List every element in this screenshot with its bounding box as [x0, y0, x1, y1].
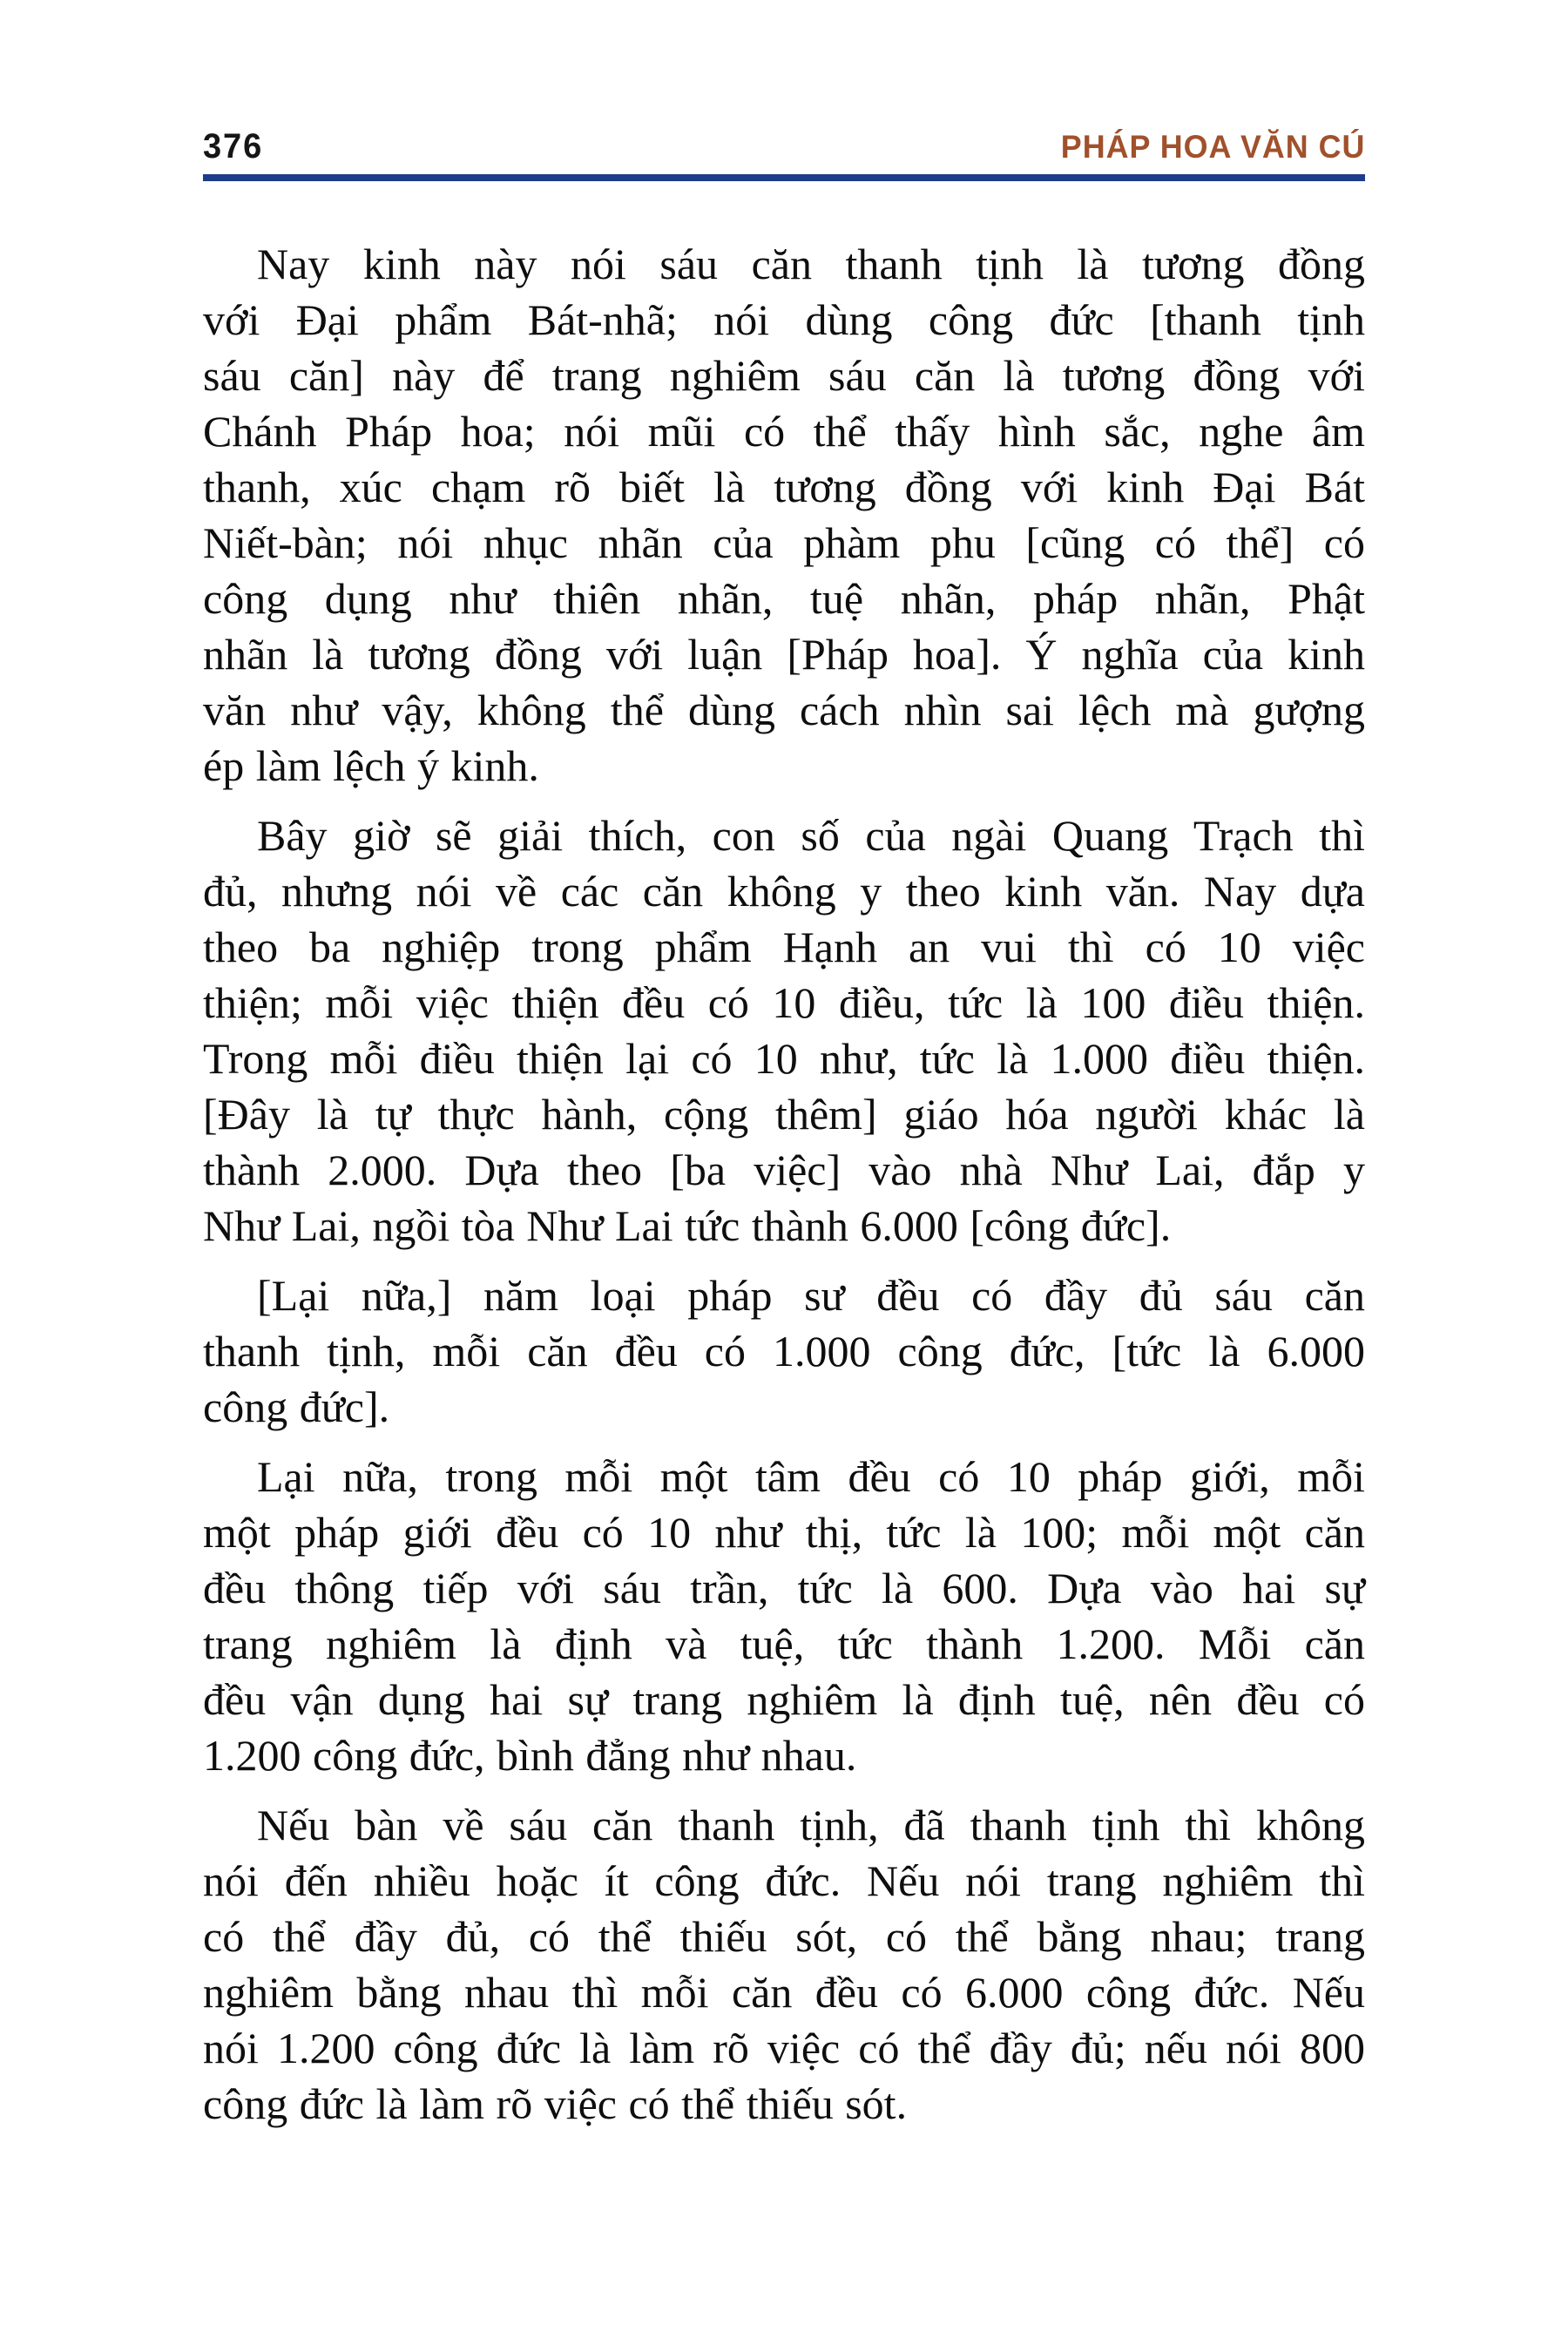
text-line: văn như vậy, không thể dùng cách nhìn sai lệch mà gượng	[203, 686, 1365, 734]
text-line: theo ba nghiệp trong phẩm Hạnh an vui thì có 10 việc	[203, 923, 1365, 971]
text-line: thanh tịnh, mỗi căn đều có 1.000 công đức, [tức là 6.000	[203, 1327, 1365, 1375]
text-line: nói 1.200 công đức là làm rõ việc có thể đầy đủ; nếu nói 800	[203, 2024, 1365, 2072]
text-line: công đức].	[203, 1382, 390, 1431]
text-line: thiện; mỗi việc thiện đều có 10 điều, tức là 100 điều thiện.	[203, 978, 1365, 1027]
text-line: Lại nữa, trong mỗi một tâm đều có 10 pháp giới, mỗi	[257, 1452, 1365, 1501]
text-line: Như Lai, ngồi tòa Như Lai tức thành 6.000 [công đức].	[203, 1201, 1172, 1250]
paragraph	[203, 236, 1365, 794]
paragraph	[203, 1267, 1365, 1435]
text-line: Nay kinh này nói sáu căn thanh tịnh là tương đồng	[257, 240, 1365, 288]
text-line: đều vận dụng hai sự trang nghiêm là định tuệ, nên đều có	[203, 1675, 1365, 1724]
text-line: [Đây là tự thực hành, cộng thêm] giáo hóa người khác là	[203, 1090, 1365, 1139]
page-header	[203, 0, 1365, 164]
body-text	[203, 236, 1365, 2132]
text-line: một pháp giới đều có 10 như thị, tức là 100; mỗi một căn	[203, 1508, 1365, 1557]
text-line: đều thông tiếp với sáu trần, tức là 600. Dựa vào hai sự	[203, 1564, 1365, 1612]
text-line: 1.200 công đức, bình đẳng như nhau.	[203, 1731, 857, 1780]
header-rule	[203, 174, 1365, 181]
text-line: Chánh Pháp hoa; nói mũi có thể thấy hình sắc, nghe âm	[203, 407, 1365, 456]
paragraph	[203, 1797, 1365, 2132]
text-line: Nếu bàn về sáu căn thanh tịnh, đã thanh tịnh thì không	[257, 1801, 1365, 1849]
text-line: Bây giờ sẽ giải thích, con số của ngài Quang Trạch thì	[257, 811, 1365, 860]
text-line: đủ, nhưng nói về các căn không y theo kinh văn. Nay dựa	[203, 867, 1365, 916]
text-line: Niết-bàn; nói nhục nhãn của phàm phu [cũng có thể] có	[203, 518, 1365, 567]
text-line: thanh, xúc chạm rõ biết là tương đồng với kinh Đại Bát	[203, 463, 1365, 511]
text-line: Trong mỗi điều thiện lại có 10 như, tức là 1.000 điều thiện.	[203, 1034, 1365, 1083]
text-line: nghiêm bằng nhau thì mỗi căn đều có 6.000 công đức. Nếu	[203, 1968, 1365, 2017]
running-title: PHÁP HOA VĂN CÚ	[1060, 129, 1365, 165]
text-line: công đức là làm rõ việc có thể thiếu sót.	[203, 2079, 908, 2128]
paragraph	[203, 1449, 1365, 1783]
text-line: ép làm lệch ý kinh.	[203, 741, 539, 790]
text-line: nói đến nhiều hoặc ít công đức. Nếu nói trang nghiêm thì	[203, 1856, 1365, 1905]
text-line: trang nghiêm là định và tuệ, tức thành 1.200. Mỗi căn	[203, 1619, 1365, 1668]
page-content	[203, 0, 1365, 2132]
text-line: với Đại phẩm Bát-nhã; nói dùng công đức [thanh tịnh	[203, 295, 1365, 344]
paragraph	[203, 808, 1365, 1254]
page-number: 376	[203, 127, 264, 166]
text-line: sáu căn] này để trang nghiêm sáu căn là tương đồng với	[203, 351, 1365, 400]
text-line: thành 2.000. Dựa theo [ba việc] vào nhà Như Lai, đắp y	[203, 1146, 1365, 1194]
text-line: nhãn là tương đồng với luận [Pháp hoa]. Ý nghĩa của kinh	[203, 630, 1365, 679]
text-line: [Lại nữa,] năm loại pháp sư đều có đầy đủ sáu căn	[257, 1271, 1365, 1320]
text-line: công dụng như thiên nhãn, tuệ nhãn, pháp nhãn, Phật	[203, 574, 1365, 623]
text-line: có thể đầy đủ, có thể thiếu sót, có thể bằng nhau; trang	[203, 1912, 1365, 1961]
